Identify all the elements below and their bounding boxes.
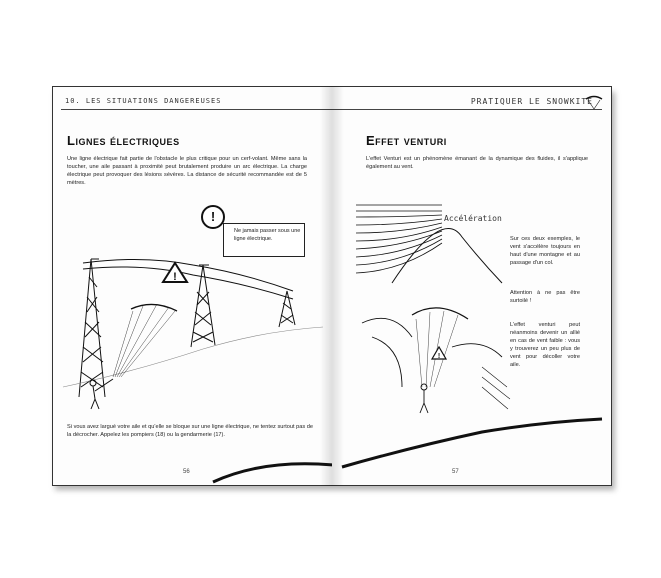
warning-exclamation-icon: !	[201, 205, 225, 229]
venturi-illustration	[332, 87, 612, 486]
svg-text:!: !	[437, 353, 441, 360]
left-running-head: 10. LES SITUATIONS DANGEREUSES	[65, 97, 222, 105]
side-text-ally: L'effet venturi peut néanmoins devenir un allié en cas de vent faible : vous y trouverez un peu plus de vent pour décoller votre aile.	[510, 322, 580, 368]
acceleration-label: Accélération	[444, 214, 502, 223]
svg-text:!: !	[173, 271, 177, 283]
left-page-number: 56	[183, 469, 190, 475]
left-page-title: Lignes électriques	[67, 133, 180, 148]
left-ground-line	[53, 87, 332, 486]
side-text-mountain: Sur ces deux exemples, le vent s'accélère toujours en haut d'une montagne et au passage d'un col.	[510, 236, 580, 266]
left-intro-paragraph: Une ligne électrique fait partie de l'obstacle le plus critique pour un cerf-volant. Même sans la toucher, une aile passant à proximité peut brutalement produire un arc électrique. La charge électrique peut provoquer des lésions sévères. La distance de sécurité recommandée est de 5 mètres.	[67, 156, 307, 186]
right-page	[332, 86, 612, 486]
right-intro-paragraph: L'effet Venturi est un phénomène émanant de la dynamique des fluides, il s'applique également au vent.	[366, 156, 588, 170]
left-bottom-paragraph: Si vous avez largué votre aile et qu'elle se bloque sur une ligne électrique, ne tentez surtout pas de la décrocher. Appelez les pompiers (18) ou la gendarmerie (17).	[67, 424, 313, 438]
right-running-head: PRATIQUER LE SNOWKITE	[470, 97, 593, 106]
left-page	[52, 86, 332, 486]
side-text-warning: Attention à ne pas être surtoilé !	[510, 290, 580, 304]
open-book	[52, 86, 612, 486]
venturi-warning-triangle-icon	[432, 347, 446, 360]
right-page-number: 57	[452, 469, 459, 475]
callout-text: Ne jamais passer sous une ligne électrique.	[234, 228, 301, 242]
right-page-title: Effet venturi	[366, 133, 447, 148]
